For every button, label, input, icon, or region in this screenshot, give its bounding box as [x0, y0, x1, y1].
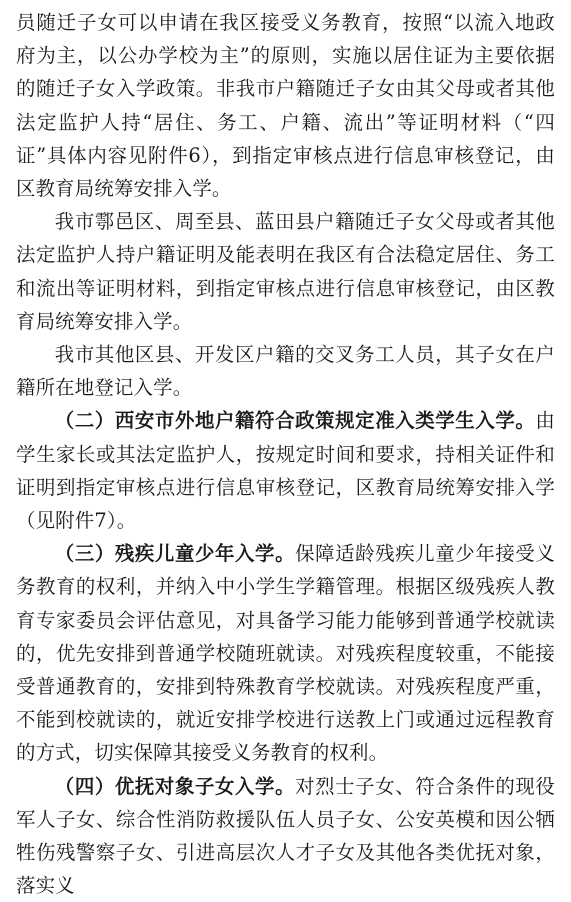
paragraph-4-text: 由学生家长或其法定监护人，按规定时间和要求，持相关证件和证明到指定审核点进行信息审核登记，区教育局统筹安排入学（见附件7）。 — [16, 409, 555, 533]
paragraph-6-text: 对烈士子女、符合条件的现役军人子女、综合性消防救援队伍人员子女、公安英模和因公牺牲伤残警察子女、引进高层次人才子女及其他各类优抚对象，落实义 — [16, 774, 555, 898]
paragraph-1-text: 员随迁子女可以申请在我区接受义务教育，按照“以流入地政府为主，以公办学校为主”的原则，实施以居住证为主要依据的随迁子女入学政策。非我市户籍随迁子女由其父母或者其他法定监护人持“居住、务工、户籍、流出”等证明材料（“四证”具体内容见附件6），到指定审核点进行信息审核登记，由区教育局统筹安排入学。 — [16, 11, 555, 201]
paragraph-2-text: 我市鄠邑区、周至县、蓝田县户籍随迁子女父母或者其他法定监护人持户籍证明及能表明在我区有合法稳定居住、务工和流出等证明材料，到指定审核点进行信息审核登记，由区教育局统筹安排入学。 — [16, 210, 555, 333]
paragraph-5-text: 保障适龄残疾儿童少年接受义务教育的权利，并纳入中小学生学籍管理。根据区级残疾人教育专家委员会评估意见，对具备学习能力能够到普通学校就读的，优先安排到普通学校随班就读。对残疾程度较重，不能接受普通教育的，安排到特殊教育学校就读。对残疾程度严重，不能到校就读的，就近安排学校进行送教上门或通过远程教育的方式，切实保障其接受义务教育的权利。 — [16, 542, 555, 765]
paragraph-3-text: 我市其他区县、开发区户籍的交叉务工人员，其子女在户籍所在地登记入学。 — [16, 343, 555, 400]
section-heading-2: （二）西安市外地户籍符合政策规定准入类学生入学。 — [54, 409, 536, 433]
paragraph-5 — [16, 537, 555, 769]
paragraph-4 — [16, 404, 555, 537]
paragraph-6 — [16, 770, 555, 902]
section-heading-4: （四）优抚对象子女入学。 — [54, 774, 296, 798]
section-heading-3: （三）残疾儿童少年入学。 — [54, 542, 296, 566]
paragraph-3 — [16, 338, 555, 404]
paragraph-1 — [16, 6, 555, 205]
paragraph-2 — [16, 205, 555, 338]
